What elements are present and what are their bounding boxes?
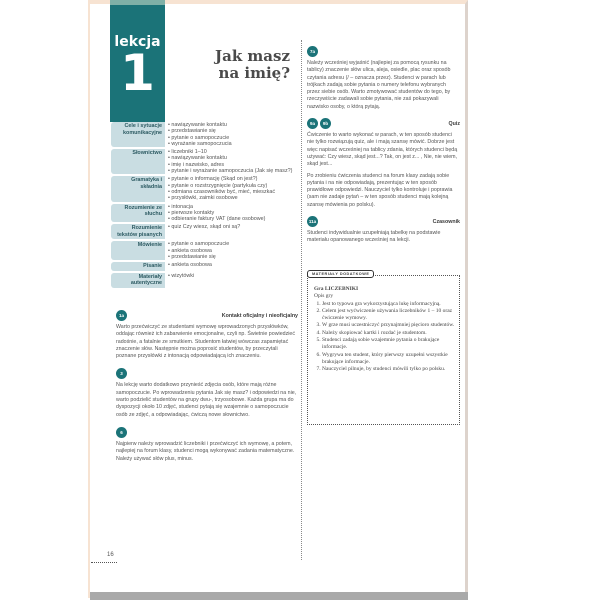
objective-item: • wizytówki <box>168 273 194 279</box>
objective-label: Mówienie <box>111 241 165 260</box>
game-step: 7. Nauczyciel pilnuje, by studenci mówili tylko po polsku. <box>322 366 456 373</box>
objective-item: • odmiana czasowników być, mieć, mieszkać <box>168 189 275 195</box>
lesson-number: 1 <box>120 44 155 102</box>
page-number: 16 <box>107 552 114 558</box>
game-step: 2. Celem jest wyćwiczenie używania liczebników 1 – 10 oraz ćwiczenie wymowy. <box>322 308 456 323</box>
objective-list <box>165 122 232 147</box>
objective-item: • przysłówki, zaimki osobowe <box>168 195 275 201</box>
exercise-badge: 7a <box>307 46 318 57</box>
exercise-note <box>307 46 460 111</box>
objective-item: • przedstawianie się <box>168 128 232 134</box>
exercises-left-column <box>116 310 298 471</box>
objective-row <box>111 149 301 174</box>
tab-top-strip <box>110 0 165 5</box>
objective-list <box>165 224 240 239</box>
objective-row <box>111 224 301 239</box>
column-divider <box>301 40 302 560</box>
game-step: 1. Jest to typowa gra wykorzystująca lukę informacyjną. <box>322 301 456 308</box>
page-shadow <box>90 592 468 600</box>
objective-list <box>165 273 194 288</box>
objective-row <box>111 241 301 260</box>
objective-item: • ankieta osobowa <box>168 262 212 268</box>
objective-row <box>111 122 301 147</box>
game-step: 4. Należy skopiować kartki i rozdać je studentom. <box>322 330 456 337</box>
objective-item: • quiz Czy wiesz, skąd oni są? <box>168 224 240 230</box>
title-line-2: na imię? <box>218 64 290 82</box>
exercise-text: Warto przećwiczyć ze studentami wymowę wprowadzonych przysłówków, oddając również ich zabarwienie emocjonalne, czyli np. Świetnie powiedzieć radośnie, a fatalnie ze smutkiem. Studentom łatwiej wówczas zapamiętać znaczenie słów. Następnie można poprosić studentów, by przeczytali poznane przysłówki z intonacją odpowiadającą ich znaczeniu. <box>116 324 296 360</box>
objective-item: • pytanie o rozstrzygnięcie (partykuła czy) <box>168 183 275 189</box>
exercise-text: Ćwiczenie to warto wykonać w parach, w ten sposób studenci nie tylko rozwiązują quiz, ale i mają szansę mówić. Dobrze jest więc napisać wcześniej na tablicy zdania, których studenci będą używać: Czy wiesz, skąd jest...? Tak, on jest z... , Nie, nie wiem, skąd jest... <box>307 132 458 168</box>
objective-list <box>165 241 229 260</box>
objective-item: • nawiązywanie kontaktu <box>168 122 232 128</box>
lesson-title <box>195 48 290 82</box>
lesson-word: lekcja <box>114 34 161 50</box>
game-steps <box>314 301 456 374</box>
game-step: 5. Studenci zadają sobie wzajemnie pytania o brakujące informacje. <box>322 337 456 352</box>
exercise-text: Należy wcześniej wyjaśnić (najlepiej za pomocą rysunku na tablicy) znaczenie słów ulica, aleja, osiedle, plac oraz sposób czytania adresu (/ – oznacza przez). Studenci w parach lub trójkach zadają sobie pytania o numery telefonu wybranych przez siebie osób. Warto zmotywować studentów do tego, by rzeczywiście zadawali sobie pytania, nie zaś pokazywali nazwisko osoby, o którą pytają. <box>307 60 451 110</box>
objective-label: Rozumienie tekstów pisanych <box>111 224 165 239</box>
game-subtitle: Opis gry <box>314 293 334 300</box>
exercise-badge: 1a <box>116 310 127 321</box>
objective-label: Gramatyka i składnia <box>111 176 165 201</box>
exercise-note <box>307 216 460 245</box>
objective-list <box>165 262 212 271</box>
exercise-note <box>116 368 298 418</box>
game-title: Gra LICZEBNIKI <box>314 286 359 292</box>
exercise-badge: 6 <box>116 427 127 438</box>
exercise-topic: Kontakt oficjalny i nieoficjalny <box>221 313 298 319</box>
exercises-right-column <box>307 46 460 252</box>
extra-materials-box <box>307 272 460 425</box>
objective-item: • ankieta osobowa <box>168 248 229 254</box>
objective-item: • pytanie o samopoczucie <box>168 135 232 141</box>
extra-materials-tag: MATERIAŁY DODATKOWE <box>307 270 374 278</box>
game-step: 6. Wygrywa ten student, który pierwszy uzupełni wszystkie brakujące informacje. <box>322 352 456 367</box>
objective-item: • odbieranie faktury VAT (dane osobowe) <box>168 216 265 222</box>
objective-item: • przedstawianie się <box>168 254 229 260</box>
title-line-1: Jak masz <box>215 47 290 65</box>
exercise-text: Na lekcję warto dodatkowo przynieść zdjęcia osób, które mają różne samopoczucie. Po wprowadzeniu pytania Jak się masz? i odpowiedzi na nie, warto podzielić studentów na grupy dwu-, trzyosobowe. Każda grupa ma do dyspozycji około 10 zdjęć, studenci pytają się wzajemnie o samopoczucie osób ze zdjęć, a odpowiadając, ćwiczą nowe słownictwo. <box>116 382 297 418</box>
exercise-note <box>307 118 460 209</box>
page-number-dots <box>91 562 117 563</box>
objective-item: • wyrażanie samopoczucia <box>168 141 232 147</box>
objective-item: • pytanie o samopoczucie <box>168 241 229 247</box>
exercise-topic: Czasownik <box>432 219 460 226</box>
objective-item: • imię i nazwisko, adres <box>168 162 292 168</box>
exercise-badge: 11a <box>307 216 318 227</box>
exercise-badge: 3 <box>116 368 127 379</box>
exercise-badge: 9b <box>320 118 331 129</box>
objective-item: • intonacja <box>168 204 265 210</box>
objectives-table <box>111 122 301 290</box>
exercise-text: Po zrobieniu ćwiczenia studenci na forum klasy zadają sobie pytania i na nie odpowiadają, prezentując w ten sposób prawidłowe odpowiedzi. Nauczyciel tylko kontroluje i poprawia (sam nie zadaje pytań – w ten sposób studenci mają kolejną szansę mówienia po polsku). <box>307 172 453 208</box>
exercise-text: Studenci indywidualnie uzupełniają tabelkę na podstawie materiału opanowanego wcześniej na lekcji. <box>307 230 441 244</box>
objective-row <box>111 262 301 271</box>
objective-list <box>165 149 292 174</box>
game-step: 3. W grze musi uczestniczyć przynajmniej pięcioro studentów. <box>322 322 456 329</box>
exercise-badge: 9a <box>307 118 318 129</box>
objective-row <box>111 176 301 201</box>
objective-label: Pisanie <box>111 262 165 271</box>
objective-label: Materiały autentyczne <box>111 273 165 288</box>
objective-list <box>165 204 265 223</box>
objective-item: • liczebniki 1–10 <box>168 149 292 155</box>
objective-label: Rozumienie ze słuchu <box>111 204 165 223</box>
objective-item: • pytanie i wyrażanie samopoczucia (Jak się masz?) <box>168 168 292 174</box>
objective-item: • pytanie o informację (Skąd on jest?) <box>168 176 275 182</box>
objective-label: Cele i sytuacje komunikacyjne <box>111 122 165 147</box>
exercise-text: Najpierw należy wprowadzić liczebniki i przećwiczyć ich wymowę, a potem, najlepiej na forum klasy, studenci mogą wykonywać zadania matematyczne. Należy używać słów plus, minus. <box>116 440 295 462</box>
exercise-note <box>116 310 298 360</box>
objective-item: • nawiązywanie kontaktu <box>168 155 292 161</box>
lesson-tab <box>110 4 165 122</box>
objective-row <box>111 273 301 288</box>
exercise-topic: Quiz <box>448 121 460 128</box>
objective-list <box>165 176 275 201</box>
objective-item: • pierwsze kontakty <box>168 210 265 216</box>
objective-row <box>111 204 301 223</box>
exercise-note <box>116 427 298 463</box>
objective-label: Słownictwo <box>111 149 165 174</box>
